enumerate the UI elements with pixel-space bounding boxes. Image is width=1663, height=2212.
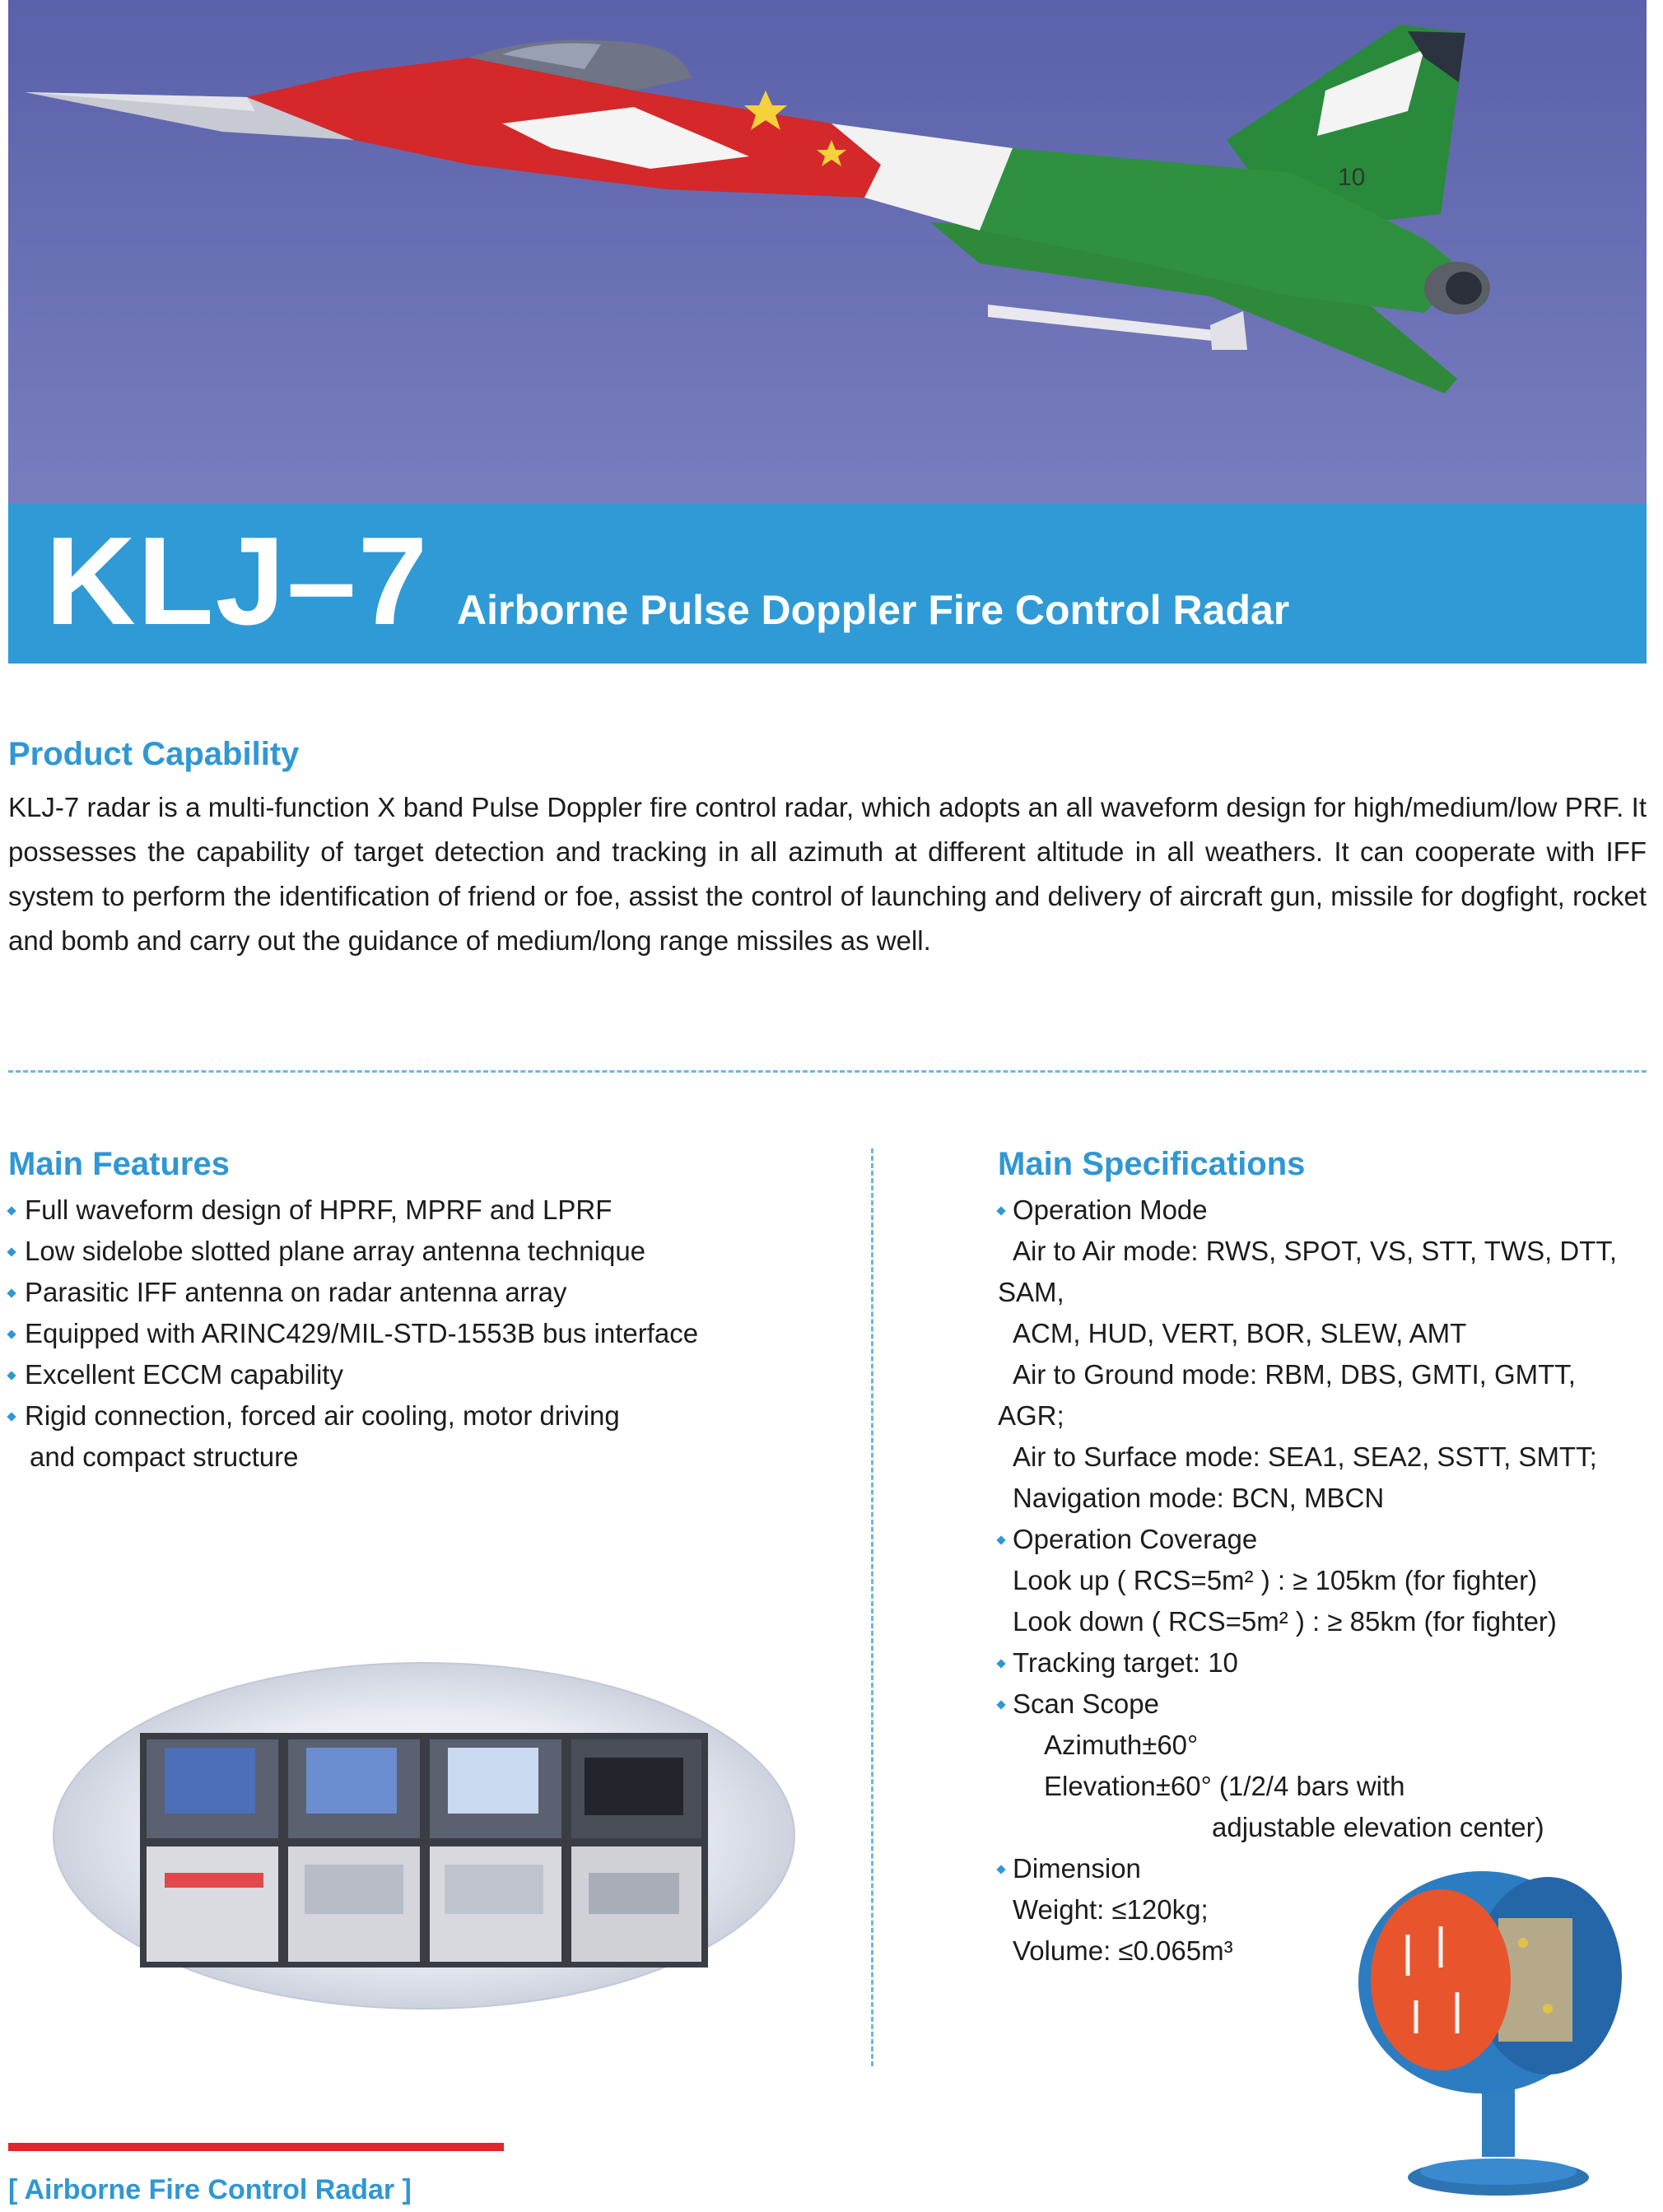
list-item: Full waveform design of HPRF, MPRF and LPRF <box>8 1190 698 1231</box>
spec-line: Volume: ≤0.065m³ <box>1013 1935 1233 1966</box>
features-list <box>8 1190 698 1478</box>
spec-line: Look down ( RCS=5m² ) : ≥ 85km (for fighter) <box>1013 1606 1557 1637</box>
list-item: Low sidelobe slotted plane array antenna technique <box>8 1231 698 1272</box>
spec-line: AGR; <box>998 1400 1064 1431</box>
spec-line: SAM, <box>998 1277 1064 1307</box>
diamond-bullet-icon <box>7 1247 16 1256</box>
list-item: Excellent ECCM capability <box>8 1354 698 1395</box>
list-item: Rigid connection, forced air cooling, motor driving <box>8 1395 698 1437</box>
spec-item: Tracking target: 10 <box>998 1642 1623 1683</box>
diamond-bullet-icon <box>7 1412 16 1421</box>
capability-paragraph: KLJ-7 radar is a multi-function X band Pulse Doppler fire control radar, which adopts an all waveform design for high/medium/low PRF. It possesses the capability of target detection and tracking in all azimuth at different altitude in all weathers. It can cooperate with IFF system to perform the identification of friend or foe, assist the control of launching and delivery of aircraft gun, missile for dogfight, rocket and bomb and carry out the guidance of medium/long range missiles as well. <box>8 792 1647 956</box>
diamond-bullet-icon <box>996 1865 1005 1874</box>
capability-heading: Product Capability <box>8 736 300 772</box>
list-item: and compact structure <box>30 1441 299 1472</box>
spec-line: Air to Ground mode: RBM, DBS, GMTI, GMTT, <box>1013 1359 1576 1390</box>
fighter-jet-illustration <box>8 0 1647 504</box>
specifications-heading: Main Specifications <box>998 1146 1306 1182</box>
diamond-bullet-icon <box>7 1206 16 1215</box>
test-equipment-photo <box>49 1659 799 2013</box>
spec-line: Elevation±60° (1/2/4 bars with <box>1044 1771 1405 1801</box>
spec-item: Operation Coverage <box>998 1519 1623 1560</box>
diamond-bullet-icon <box>7 1288 16 1297</box>
spec-line: ACM, HUD, VERT, BOR, SLEW, AMT <box>1013 1318 1467 1348</box>
spec-line: adjustable elevation center) <box>1212 1812 1544 1842</box>
diamond-bullet-icon <box>996 1659 1005 1668</box>
spec-line: Weight: ≤120kg; <box>1013 1894 1209 1925</box>
model-title: KLJ–7 <box>45 511 430 651</box>
section-divider <box>8 1070 1647 1073</box>
diamond-bullet-icon <box>996 1206 1005 1215</box>
spec-item: Scan Scope <box>998 1683 1623 1725</box>
spec-line: Air to Air mode: RWS, SPOT, VS, STT, TWS, DTT, <box>1013 1236 1618 1266</box>
subtitle: Airborne Pulse Doppler Fire Control Radar <box>457 587 1290 633</box>
list-item: Equipped with ARINC429/MIL-STD-1553B bus interface <box>8 1313 698 1354</box>
spec-line: Look up ( RCS=5m² ) : ≥ 105km (for fighter) <box>1013 1565 1538 1595</box>
list-item: Parasitic IFF antenna on radar antenna array <box>8 1272 698 1313</box>
tail-number: 10 <box>1338 164 1366 191</box>
diamond-bullet-icon <box>7 1371 16 1380</box>
specifications-list <box>998 1190 1623 1972</box>
diamond-bullet-icon <box>996 1535 1005 1544</box>
column-divider <box>871 1148 873 2066</box>
spec-line: Air to Surface mode: SEA1, SEA2, SSTT, SMTT; <box>1013 1441 1597 1472</box>
spec-item: Operation Mode <box>998 1190 1623 1231</box>
diamond-bullet-icon <box>996 1700 1005 1709</box>
radar-antenna-photo <box>1358 1869 1630 2206</box>
footer-red-bar <box>8 2143 504 2151</box>
spec-item: Dimension <box>998 1848 1623 1889</box>
features-heading: Main Features <box>8 1146 230 1182</box>
diamond-bullet-icon <box>7 1330 16 1339</box>
spec-line: Azimuth±60° <box>1044 1730 1199 1760</box>
spec-line: Navigation mode: BCN, MBCN <box>1013 1483 1385 1513</box>
hero-jet-photo <box>8 0 1647 504</box>
footer-label: [ Airborne Fire Control Radar ] <box>8 2174 412 2205</box>
